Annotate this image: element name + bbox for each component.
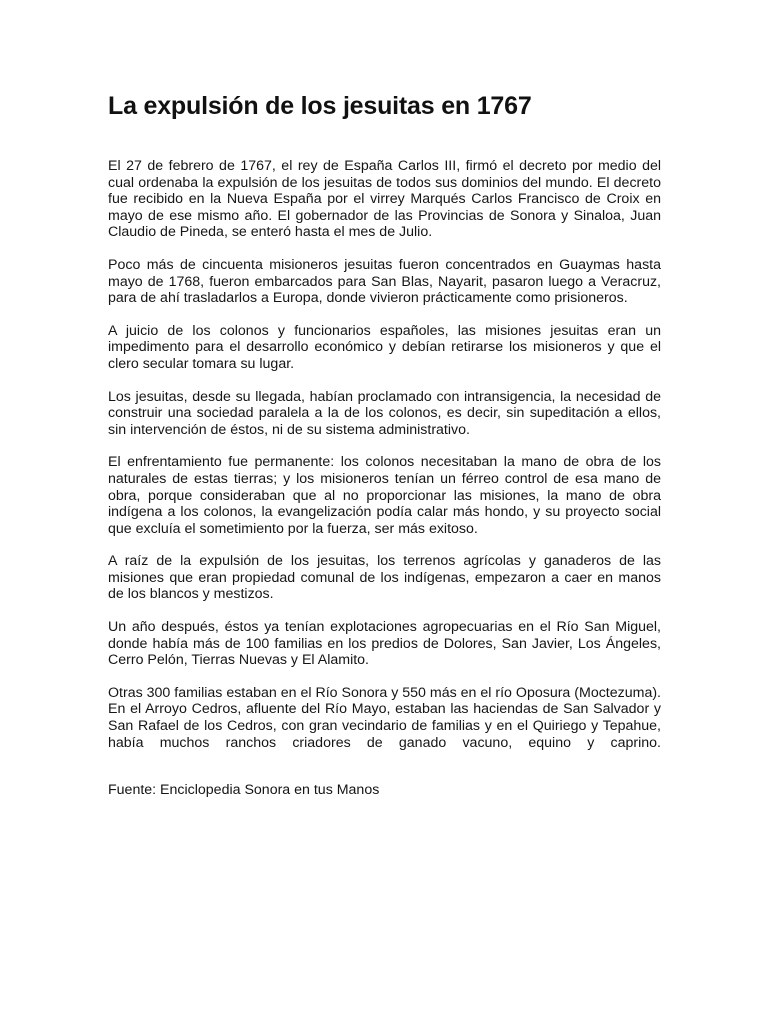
paragraph-jesuitas: Los jesuitas, desde su llegada, habían proclamado con intransigencia, la necesidad de construir una sociedad paralela a la de los colonos, es decir, sin supeditación a ellos, sin intervención de éstos, ni de su sistema administrativo. [108,388,661,438]
paragraph-explotaciones: Un año después, éstos ya tenían explotaciones agropecuarias en el Río San Miguel, donde había más de 100 familias en los predios de Dolores, San Javier, Los Ángeles, Cerro Pelón, Tierras Nuevas y El Alamito. [108,619,661,669]
paragraph-juicio: A juicio de los colonos y funcionarios españoles, las misiones jesuitas eran un impedimento para el desarrollo económico y debían retirarse los misioneros y que el clero secular tomara su lugar. [108,322,661,372]
paragraph-misioneros: Poco más de cincuenta misioneros jesuitas fueron concentrados en Guaymas hasta mayo de 1768, fueron embarcados para San Blas, Nayarit, pasaron luego a Veracruz, para de ahí trasladarlos a Europa, donde vivieron prácticamente como prisioneros. [108,256,661,307]
document-page [108,88,661,799]
paragraph-familias: Otras 300 familias estaban en el Río Sonora y 550 más en el río Oposura (Moctezuma). En el Arroyo Cedros, afluente del Río Mayo, estaban las haciendas de San Salvador y San Rafael de los Cedros, con gran vecindario de familias y en el Quiriego y Tepahue, había muchos ranchos criadores de ganado vacuno, equino y caprino. [108,684,661,751]
document-title: La expulsión de los jesuitas en 1767 [108,92,532,120]
paragraph-enfrentamiento: El enfrentamiento fue permanente: los colonos necesitaban la mano de obra de los naturales de estas tierras; y los misioneros tenían un férreo control de esa mano de obra, porque consideraban que al no proporcionar las misiones, la mano de obra indígena a los colonos, la evangelización podía calar más hondo, y su proyecto social que excluía el sometimiento por la fuerza, ser más exitoso. [108,454,661,537]
paragraph-decreto: El 27 de febrero de 1767, el rey de España Carlos III, firmó el decreto por medio del cual ordenaba la expulsión de los jesuitas de todos sus dominios del mundo. El decreto fue recibido en la Nueva España por el virrey Marqués Carlos Francisco de Croix en mayo de ese mismo año. El gobernador de las Provincias de Sonora y Sinaloa, Juan Claudio de Pineda, se enteró hasta el mes de Julio. [108,158,661,241]
paragraph-terrenos: A raíz de la expulsión de los jesuitas, los terrenos agrícolas y ganaderos de las misiones que eran propiedad comunal de los indígenas, empezaron a caer en manos de los blancos y mestizos. [108,553,661,603]
source-citation: Fuente: Enciclopedia Sonora en tus Manos [108,782,380,799]
